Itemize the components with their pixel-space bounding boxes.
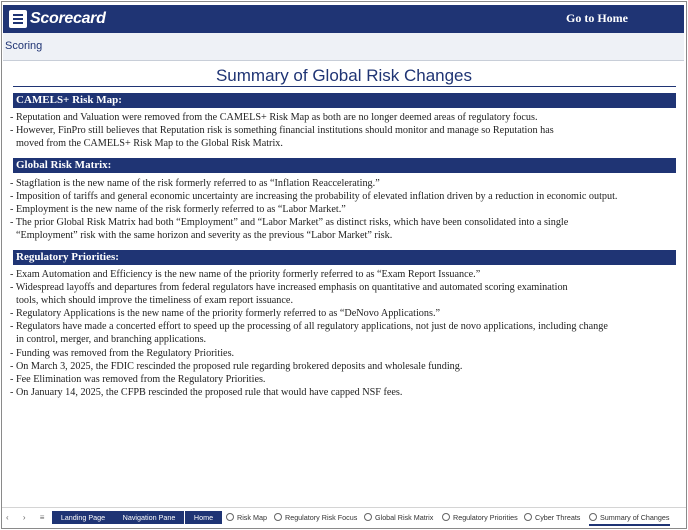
section-heading-global-risk-matrix: Global Risk Matrix: [13,158,676,173]
title-underline [13,86,676,87]
tab-regulatory-risk-focus[interactable] [274,511,357,524]
page-icon [274,513,282,521]
page-icon [364,513,372,521]
tab-summary-of-changes[interactable] [589,511,670,526]
list-item: moved from the CAMELS+ Risk Map to the Global Risk Matrix. [16,138,283,150]
page-icon [589,513,597,521]
tab-label: Global Risk Matrix [375,513,434,522]
page-icon [442,513,450,521]
list-item: - Reputation and Valuation were removed from the CAMELS+ Risk Map as both are no longer deemed areas of regulatory focus. [10,112,538,123]
global-risk-bullet-list [10,177,680,242]
page-nav-arrows[interactable]: ‹ › ≡ [6,513,51,522]
tab-label: Cyber Threats [535,513,581,522]
list-item: - Regulators have made a concerted effort to speed up the processing of all regulatory applications, not just de novo applications, including change [10,321,608,333]
list-item: in control, merger, and branching applications. [16,334,207,346]
list-item: “Employment” risk with the same horizon and severity as the previous “Labor Market” risk. [16,230,393,242]
tab-risk-map[interactable] [226,511,267,524]
camels-bullet-list [10,111,680,150]
scorecard-logo[interactable] [9,8,106,30]
landing-page-button[interactable]: Landing Page [52,511,114,524]
go-to-home-button[interactable]: Go to Home [566,11,628,25]
page-icon [524,513,532,521]
list-item: tools, which should improve the timeliness of exam report issuance. [16,295,293,307]
home-button[interactable]: Home [185,511,222,524]
page-tab-bar [2,507,686,528]
tab-cyber-threats[interactable] [524,511,580,524]
section-heading-camels: CAMELS+ Risk Map: [13,93,676,108]
list-item: - Regulatory Applications is the new name of the priority formerly referred to as “DeNovo Applications.” [10,308,441,320]
list-item: - The prior Global Risk Matrix had both “Employment” and “Labor Market” as distinct risks, which have been consolidated into a single [10,217,569,229]
list-item: - However, FinPro still believes that Reputation risk is something financial institutions should monitor and manage so Reputation has [10,125,554,137]
tab-regulatory-priorities[interactable] [442,511,518,524]
breadcrumb-bar [3,33,684,61]
list-item: - Fee Elimination was removed from the Regulatory Priorities. [10,373,266,385]
list-item: - Stagflation is the new name of the risk formerly referred to as “Inflation Reaccelerating.” [10,178,380,189]
tab-global-risk-matrix[interactable] [364,511,433,524]
tab-label: Regulatory Priorities [453,513,518,522]
tab-label: Regulatory Risk Focus [285,513,358,522]
list-item: - On January 14, 2025, the CFPB rescinded the proposed rule that would have capped NSF fees. [10,386,403,398]
navigation-pane-button[interactable]: Navigation Pane [114,511,184,524]
list-item: - On March 3, 2025, the FDIC rescinded the proposed rule regarding brokered deposits and wholesale funding. [10,360,463,372]
scorecard-logo-icon [9,10,27,28]
regulatory-priorities-bullet-list [10,268,680,399]
list-item: - Imposition of tariffs and general economic uncertainty are increasing the probability of elevated inflation driven by a reduction in economic output. [10,191,618,203]
list-item: - Employment is the new name of the risk formerly referred to as “Labor Market.” [10,204,346,216]
section-heading-regulatory-priorities: Regulatory Priorities: [13,250,676,265]
top-bar [3,5,684,33]
tab-label: Summary of Changes [600,513,670,522]
page-icon [226,513,234,521]
breadcrumb-scoring[interactable]: Scoring [5,40,43,52]
list-item: - Exam Automation and Efficiency is the new name of the priority formerly referred to as “Exam Report Issuance.” [10,269,481,280]
list-item: - Widespread layoffs and departures from federal regulators have increased emphasis on quantitative and automated scoring examination [10,282,568,294]
tab-label: Risk Map [237,513,267,522]
page-title: Summary of Global Risk Changes [215,66,473,85]
list-item: - Funding was removed from the Regulatory Priorities. [10,347,235,359]
logo-text: Scorecard [30,10,106,27]
